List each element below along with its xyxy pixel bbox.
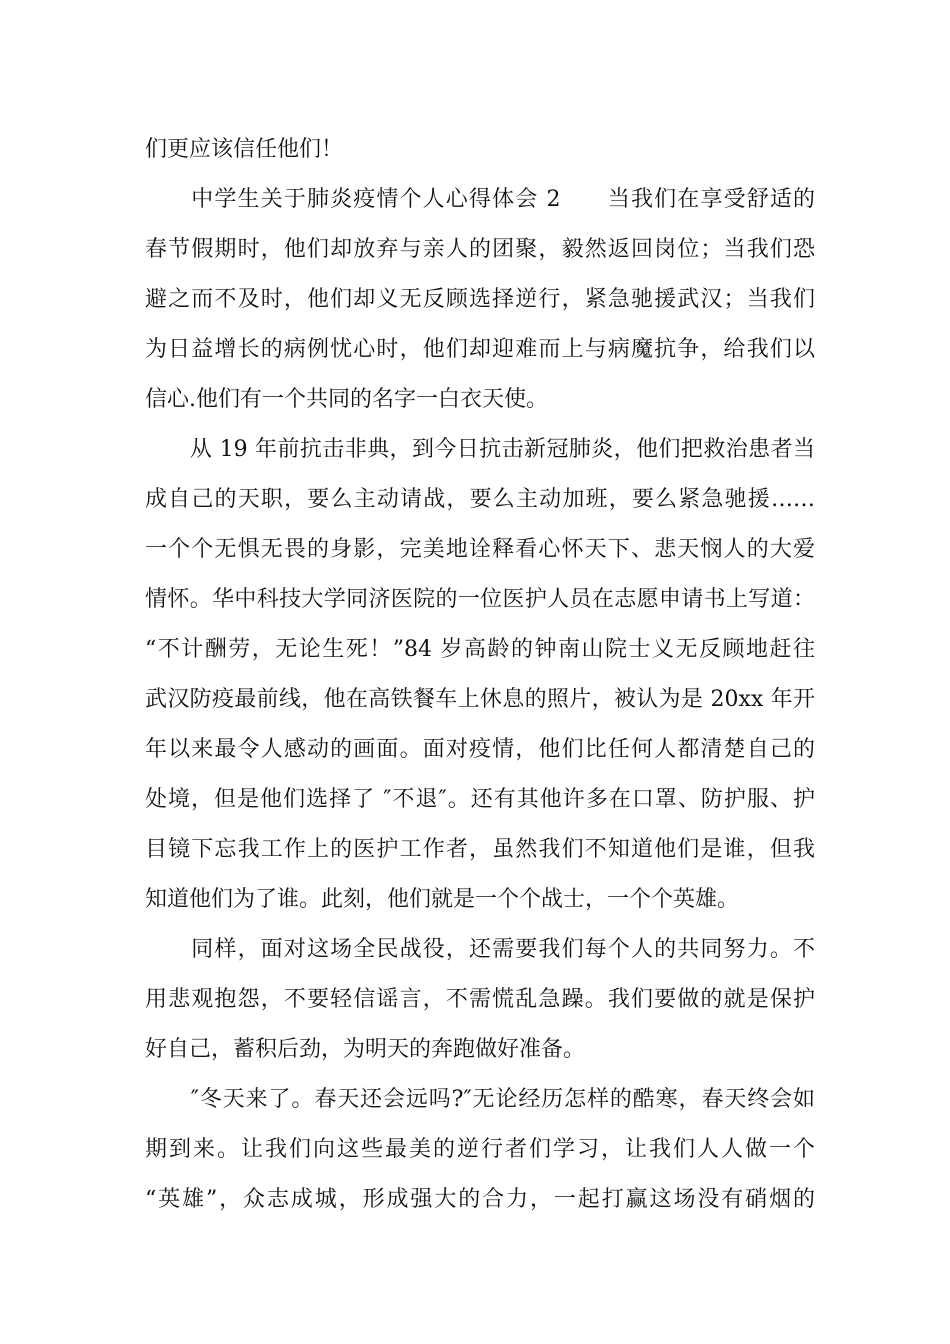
text-line: “不计酬劳，无论生死！”84 岁高龄的钟南山院士义无反顾地赶往 — [145, 637, 815, 662]
text-line: 们更应该信任他们！ — [145, 137, 344, 162]
text-line: ″冬天来了。春天还会远吗?″无论经历怎样的酷寒，春天终会如 — [145, 1087, 815, 1112]
text-line: 为日益增长的病例忧心时，他们却迎难而上与病魔抗争，给我们以 — [145, 337, 815, 362]
text-line: 从 19 年前抗击非典，到今日抗击新冠肺炎，他们把救治患者当 — [145, 437, 815, 462]
text-line: 知道他们为了谁。此刻，他们就是一个个战士，一个个英雄。 — [145, 887, 740, 912]
text-line: 信心.他们有一个共同的名字一白衣天使。 — [145, 387, 548, 412]
text-line: 中学生关于肺炎疫情个人心得体会 2 当我们在享受舒适的 — [145, 187, 815, 212]
text-line: 情怀。华中科技大学同济医院的一位医护人员在志愿申请书上写道： — [145, 587, 815, 612]
text-line: 成自己的天职，要么主动请战，要么主动加班，要么紧急驰援…… — [145, 487, 815, 512]
text-line: 目镜下忘我工作上的医护工作者，虽然我们不知道他们是谁，但我 — [145, 837, 815, 862]
text-line: 处境，但是他们选择了 ″不退″。还有其他许多在口罩、防护服、护 — [145, 787, 815, 812]
text-line: 期到来。让我们向这些最美的逆行者们学习，让我们人人做一个 — [145, 1137, 815, 1162]
text-line: 武汉防疫最前线，他在高铁餐车上休息的照片，被认为是 20xx 年开 — [145, 687, 815, 712]
text-line: 好自己，蓄积后劲，为明天的奔跑做好准备。 — [145, 1037, 586, 1062]
text-line: 年以来最令人感动的画面。面对疫情，他们比任何人都清楚自己的 — [145, 737, 815, 762]
text-line: 春节假期时，他们却放弃与亲人的团聚，毅然返回岗位；当我们恐 — [145, 237, 815, 262]
text-line: 同样，面对这场全民战役，还需要我们每个人的共同努力。不 — [145, 937, 815, 962]
text-line: 用悲观抱怨，不要轻信谣言，不需慌乱急躁。我们要做的就是保护 — [145, 987, 815, 1012]
text-line: 一个个无惧无畏的身影，完美地诠释看心怀天下、悲天悯人的大爱 — [145, 537, 815, 562]
text-line: 避之而不及时，他们却义无反顾选择逆行，紧急驰援武汉；当我们 — [145, 287, 815, 312]
text-line: “英雄”，众志成城，形成强大的合力，一起打赢这场没有硝烟的 — [145, 1187, 815, 1212]
